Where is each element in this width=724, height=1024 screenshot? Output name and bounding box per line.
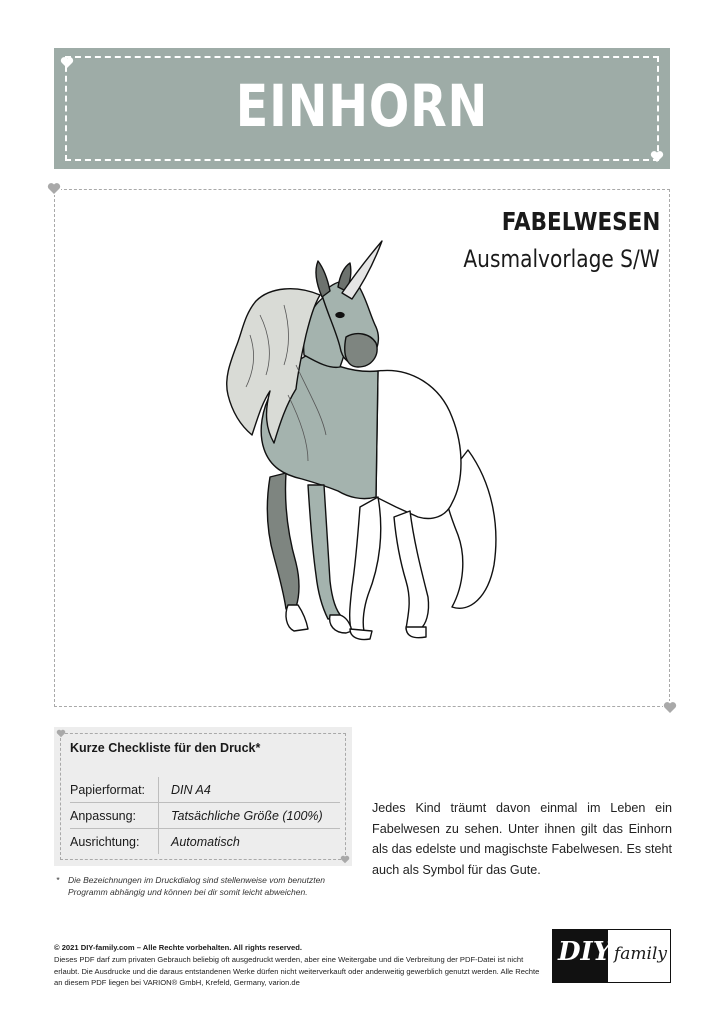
- footnote-marker: *: [56, 875, 60, 885]
- unicorn-illustration-icon: [200, 235, 510, 655]
- row-label: Anpassung:: [70, 803, 159, 829]
- footnote: [56, 874, 356, 898]
- print-checklist: [54, 727, 352, 866]
- heart-icon: [663, 701, 677, 714]
- page-title: EINHORN: [235, 72, 489, 140]
- legal-notice: Dieses PDF darf zum privaten Gebrauch beliebig oft ausgedruckt werden, aber eine Weitergabe und die Verbreitung der PDF-Datei ist nicht erlaubt. Die Ausdrucke und die daraus entstandenen Werke dürfen nicht weiterverkauft oder anderweitig gewerblich genutzt werden. Alle Rechte an diesem PDF liegen bei VARION® GmbH, Krefeld, Germany, varion.de: [54, 955, 540, 987]
- table-row: [70, 803, 340, 829]
- category-heading: FABELWESEN: [501, 207, 660, 236]
- logo-right-text: family: [614, 944, 668, 964]
- table-row: [70, 777, 340, 803]
- checklist-title: Kurze Checkliste für den Druck*: [70, 741, 261, 755]
- row-value: Tatsächliche Größe (100%): [159, 803, 341, 829]
- title-banner: [54, 48, 670, 169]
- diy-family-logo: [552, 929, 672, 983]
- checklist-table: [70, 777, 340, 854]
- description-text: Jedes Kind träumt davon einmal im Leben ein Fabelwesen zu sehen. Unter ihnen gilt das Einhorn als das edelste und magischste Fabelwesen. Es steht auch als Symbol für das Gute.: [372, 801, 672, 877]
- heart-icon: [56, 729, 66, 738]
- heart-icon: [650, 150, 664, 163]
- heart-icon: [60, 56, 74, 69]
- logo-light-block: [608, 929, 671, 983]
- row-label: Ausrichtung:: [70, 829, 159, 855]
- row-value: Automatisch: [171, 834, 240, 849]
- row-label: Papierformat:: [70, 777, 159, 803]
- heart-icon: [47, 182, 61, 195]
- logo-left-text: DIY: [558, 937, 612, 967]
- heart-icon: [340, 855, 350, 864]
- row-value: DIN A4: [159, 777, 341, 803]
- footnote-text: Die Bezeichnungen im Druckdialog sind stellenweise vom benutzten Programm abhängig und können bei dir somit leicht abweichen.: [68, 875, 326, 897]
- copyright: © 2021 DIY-family.com – Alle Rechte vorbehalten. All rights reserved.: [54, 943, 302, 952]
- logo-dark-block: [552, 929, 612, 983]
- table-row: [70, 829, 340, 855]
- subtitle: Ausmalvorlage S/W: [463, 245, 660, 273]
